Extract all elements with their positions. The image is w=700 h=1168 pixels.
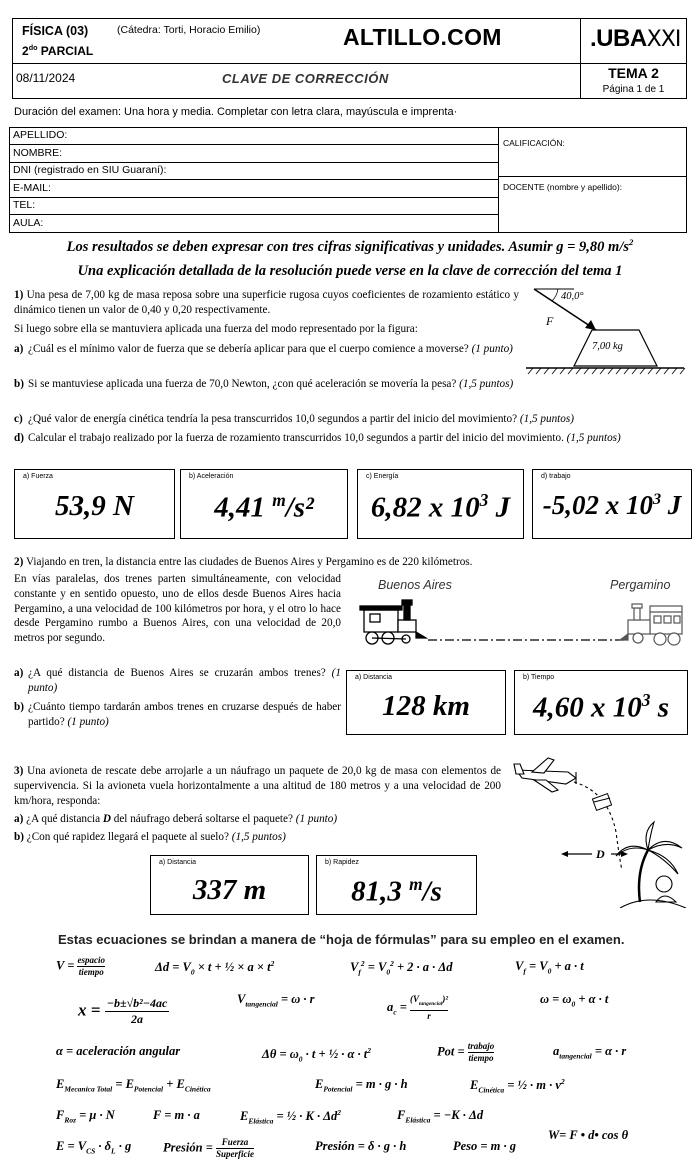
header-divider-h <box>12 63 687 64</box>
answer-trabajo: d) trabajo -5,02 x $10^3$ J <box>532 469 692 539</box>
site-name: ALTILLO.COM <box>343 24 502 50</box>
q1-part-b: b) Si se mantuviese aplicada una fuerza de 70,0 Newton, ¿con qué aceleración se movería la pesa? (1,5 puntos) <box>14 378 514 390</box>
formula-potential-energy: $E_{Potencial} = m \cdot g \cdot h$ <box>315 1077 408 1094</box>
logo-xxi: XXI <box>646 27 681 52</box>
field-docente[interactable]: DOCENTE (nombre y apellido): <box>503 182 623 192</box>
q1-part-d: d) Calcular el trabajo realizado por la fuerza de rozamiento transcurridos 10,0 segundos a partir del inicio del movimiento. (1,5 puntos) <box>14 432 621 444</box>
field-aula[interactable]: AULA: <box>13 216 44 229</box>
answer-key-title: CLAVE DE CORRECCIÓN <box>222 71 389 86</box>
form-divider-v <box>498 127 499 233</box>
angle-arc <box>552 289 558 301</box>
field-tel[interactable]: TEL: <box>9 197 498 215</box>
city-pergamino: Pergamino <box>610 578 671 592</box>
formula-vf-squared: $V_f^2 = V_0^2 + 2 \cdot a \cdot \Delta d$ <box>350 959 453 977</box>
uba-xxi-logo <box>590 25 680 53</box>
formula-displacement: $\Delta d = V_0 \times t$ + ½ × $a \times t^2$ <box>155 959 275 977</box>
airplane-drop-diagram <box>508 752 690 908</box>
answer-distancia-paquete: a) Distancia 337 m <box>150 855 309 915</box>
form-fields <box>9 127 498 233</box>
formula-vf: $V_f = V_0 + a \cdot t$ <box>515 959 584 976</box>
formula-energy-cs: $E = V_{CS} \cdot \delta_L \cdot g$ <box>56 1139 132 1156</box>
answer-aceleracion: b) Aceleración 4,41 $^m$/s² <box>180 469 348 539</box>
q1-intro2: Si luego sobre ella se mantuviera aplicada una fuerza del modo representado por la figura: <box>14 323 418 335</box>
page-number: Página 1 de 1 <box>602 84 665 95</box>
answer-energia: c) Energía 6,82 x $10^3$ J <box>357 469 524 539</box>
formula-kinetic-energy: $E_{Cinética}$ = ½ · $m \cdot v^2$ <box>470 1077 565 1095</box>
train-right-icon <box>620 604 682 645</box>
answer-tiempo-trenes: b) Tiempo 4,60 x $10^3$ s <box>514 670 688 735</box>
q1-block-diagram <box>524 284 686 376</box>
q1-intro: 1) Una pesa de 7,00 kg de masa reposa sobre una superficie rugosa cuyos coeficientes de rozamiento estático y dinámico tienen un valor de 0,40 y 0,20 respectivamente. <box>14 289 519 316</box>
formula-pressure-force: Presión = Fuerza Superficie <box>163 1137 254 1159</box>
q1-mass-label: 7,00 kg <box>592 341 623 352</box>
subject-title: FÍSICA (03) <box>22 24 89 38</box>
exam-date: 08/11/2024 <box>16 71 76 85</box>
field-dni[interactable]: DNI (registrado en SIU Guaraní): <box>9 162 498 180</box>
q1-angle-label: 40,0° <box>561 291 584 302</box>
formula-sheet-title: Estas ecuaciones se brindan a manera de “hoja de fórmulas” para su empleo en el examen. <box>58 932 625 947</box>
field-calificacion[interactable]: CALIFICACIÓN: <box>503 138 565 148</box>
form-divider-right <box>498 176 687 177</box>
q3-distance-label: D <box>596 847 605 861</box>
formula-tangential-velocity: $V_{tangencial} = \omega \cdot r$ <box>237 992 315 1009</box>
formula-work: W= F • d• cos θ <box>548 1128 629 1142</box>
notice-significant-figures: Los resultados se deben expresar con tres cifras significativas y unidades. Asumir g = 9,80 $m/s^2$ <box>66 237 634 255</box>
answer-fuerza: a) Fuerza 53,9 N <box>14 469 175 539</box>
formula-newton: F = m · a <box>153 1108 200 1122</box>
q3-part-a: a) ¿A qué distancia D del náufrago deberá soltarse el paquete? (1 punto) <box>14 813 338 825</box>
answer-distancia-trenes: a) Distancia 128 km <box>346 670 506 735</box>
q2-body: En vías paralelas, dos trenes parten simultáneamente, con velocidad constante y en sentido opuesto, uno de ellos desde Buenos Aires hacia Pergamino, a una velocidad de 100 kilómetros por hora, y el otro lo hace desde Pergamino rumbo a Buenos Aires, con una velocidad de 20,0 metros por segundo. <box>14 573 341 645</box>
formula-elastic-force: $F_{Elástica} = -K \cdot \Delta d$ <box>397 1108 484 1125</box>
city-buenos-aires: Buenos Aires <box>378 578 452 592</box>
formula-elastic-energy: $E_{Elástica}$ = ½ · $K \cdot \Delta d^2$ <box>240 1108 342 1126</box>
q1-part-c: c) ¿Qué valor de energía cinética tendría la pesa transcurridos 10,0 segundos a partir del inicio del movimiento? (1,5 puntos) <box>14 413 574 425</box>
formula-tangential-acceleration: $a_{tangencial} = \alpha \cdot r$ <box>553 1044 627 1061</box>
catedra-text: (Cátedra: Torti, Horacio Emilio) <box>117 24 261 36</box>
ground-hatch <box>528 368 685 374</box>
palm-tree-icon <box>616 822 686 908</box>
exam-instructions: Duración del examen: Una hora y media. Completar con letra clara, mayúscula e imprenta· <box>14 106 458 118</box>
answer-rapidez-paquete: b) Rapidez 81,3 $^m$/s <box>316 855 477 915</box>
notice-explanation: Una explicación detallada de la resolución puede verse en la clave de corrección del tema 1 <box>77 263 623 279</box>
q3-part-b: b) ¿Con qué rapidez llegará el paquete al suelo? (1,5 puntos) <box>14 831 286 843</box>
formula-mechanical-energy: $E_{Mecanica Total} = E_{Potencial} + E_{Cinética}$ <box>56 1077 211 1094</box>
formula-pressure-hydrostatic: Presión = δ · g · h <box>315 1139 407 1153</box>
formula-quadratic: x = −b±√b²−4ac 2a <box>78 996 168 1026</box>
force-arrowhead <box>585 320 596 330</box>
formula-friction: $F_{Roz} = \mu \cdot N$ <box>56 1108 115 1125</box>
q1-force-label: F <box>546 314 554 328</box>
field-apellido[interactable]: APELLIDO: <box>9 127 498 145</box>
logo-uba: .UBA <box>590 25 647 52</box>
formula-power: Pot = trabajo tiempo <box>437 1041 495 1063</box>
trains-diagram <box>356 592 688 652</box>
field-email[interactable]: E-MAIL: <box>9 180 498 198</box>
formula-weight: Peso = m · g <box>453 1139 517 1153</box>
q1-part-a: a) ¿Cuál es el mínimo valor de fuerza que se debería aplicar para que el cuerpo comience a moverse? (1 punto) <box>14 343 513 355</box>
field-nombre[interactable]: NOMBRE: <box>9 145 498 163</box>
formula-centripetal: $a_c$ = $(V_{tangencial})^2$ r <box>387 994 449 1021</box>
q2-part-a: a) ¿A qué distancia de Buenos Aires se cruzarán ambos trenes? (1 punto) <box>14 667 341 694</box>
package-icon <box>592 794 611 811</box>
q2-part-b: b) ¿Cuánto tiempo tardarán ambos trenes en cruzarse después de haber partido? (1 punto) <box>14 701 341 728</box>
formula-velocity: V = espacio tiempo <box>56 955 105 977</box>
formula-angular-acceleration: α = aceleración angular <box>56 1044 181 1058</box>
q3-intro: 3) Una avioneta de rescate debe arrojarle a un náufrago un paquete de 20,0 kg de masa con elementos de supervivencia. Si la avioneta vuela horizontalmente a una altitud de 180 metros y a una velocidad de 200 km/hora, responda: <box>14 765 502 807</box>
tema-label: TEMA 2 <box>608 65 659 81</box>
train-left-icon <box>360 600 426 644</box>
exam-name: $2^{do}$ PARCIAL <box>22 43 94 58</box>
formula-angular-velocity: $\omega = \omega_0 + \alpha \cdot t$ <box>540 992 609 1009</box>
q2-intro: 2) Viajando en tren, la distancia entre las ciudades de Buenos Aires y Pergamino es de 220 kilómetros. <box>14 556 473 568</box>
airplane-icon <box>514 758 576 792</box>
formula-angular-displacement: $\Delta\theta = \omega_0 \cdot t$ + ½ · $\alpha \cdot t^2$ <box>262 1046 371 1064</box>
